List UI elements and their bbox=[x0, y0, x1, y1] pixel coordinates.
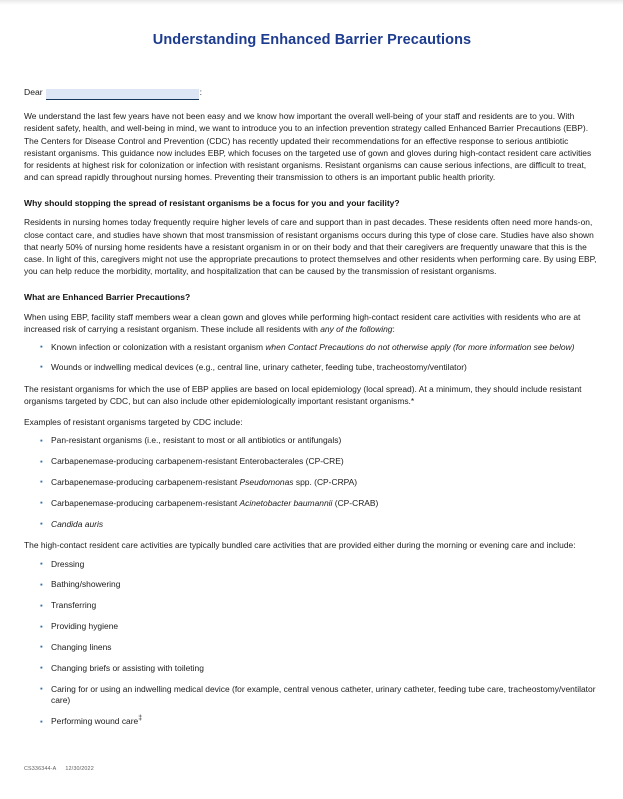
criteria-list bbox=[24, 342, 600, 374]
criteria-italic: when Contact Precautions do not otherwise apply (for more information see below) bbox=[265, 341, 575, 352]
salutation-label: Dear bbox=[24, 87, 43, 98]
list-item bbox=[40, 435, 600, 447]
section-what-text-plain: When using EBP, facility staff members wear a clean gown and gloves while performing high-contact resident care activities with residents who are at increased risk of carrying a resistant organism. These include all residents with bbox=[24, 311, 581, 334]
organisms-list bbox=[24, 435, 600, 530]
activity-text: Bathing/showering bbox=[51, 579, 121, 590]
list-item bbox=[40, 498, 600, 510]
organism-tail: (CP-CRAB) bbox=[332, 497, 379, 508]
document-date: 12/30/2022 bbox=[65, 766, 94, 772]
page-footer bbox=[24, 766, 94, 772]
section-why-paragraph: Residents in nursing homes today frequently require higher levels of care and support than in past decades. These residents often need more hands-on, close contact care, and studies have shown that most transmission of resistant organisms occurs during this type of close care. Studies have also shown that nearly 50% of nursing home residents have a resistant organism in or on their body and that their caregivers are frequently unaware that this is the case. In light of this, caregivers might not use the appropriate precautions to protect themselves and other residents when performing care. By using EBP, you can help reduce the morbidity, mortality, and hospitalization that can be caused by the transmission of resistant organisms. bbox=[24, 217, 597, 277]
list-item bbox=[40, 342, 600, 354]
recipient-name-field[interactable] bbox=[46, 89, 199, 100]
activity-text: Providing hygiene bbox=[51, 621, 119, 632]
list-item bbox=[40, 621, 600, 633]
section-what-text-italic: any of the following bbox=[320, 323, 393, 334]
list-item bbox=[40, 519, 600, 531]
criteria-plain: Wounds or indwelling medical devices (e.g., central line, urinary catheter, feeding tube, tracheostomy/ventilator) bbox=[51, 361, 467, 372]
list-item bbox=[40, 600, 600, 612]
list-item bbox=[40, 642, 600, 654]
salutation-line bbox=[24, 87, 600, 100]
organism-tail: spp. (CP-CRPA) bbox=[293, 476, 358, 487]
activity-text: Caring for or using an indwelling medical device (for example, central venous catheter, urinary catheter, feeding tube care, tracheostomy/ventilator care) bbox=[51, 683, 596, 706]
organism-plain: Carbapenemase-producing carbapenem-resistant bbox=[51, 476, 240, 487]
intro-paragraph: We understand the last few years have not been easy and we know how important the overall well-being of your staff and residents are to you. With resident safety, health, and well-being in mind, we want to introduce you to an infection prevention strategy called Enhanced Barrier Precautions (EBP). The Centers for Disease Control and Prevention (CDC) has recently updated their recommendations for an effective response to serious antibiotic resistant organisms. This guidance now includes EBP, which focuses on the targeted use of gown and gloves during high-contact resident care activities for residents at highest risk for colonization or infection with resistant organisms. Resistant organisms can cause serious infections, are difficult to treat, and can spread rapidly throughout nursing homes. Preventing their transmission to others is an important public health priority. bbox=[24, 111, 592, 183]
organism-italic: Pseudomonas bbox=[239, 476, 294, 487]
list-item bbox=[40, 559, 600, 571]
page-title: Understanding Enhanced Barrier Precautions bbox=[152, 32, 472, 48]
organism-italic: Candida auris bbox=[51, 518, 104, 529]
organism-plain: Pan-resistant organisms (i.e., resistant to most or all antibiotics or antifungals) bbox=[51, 435, 342, 446]
document-id: CS336344-A bbox=[24, 766, 57, 772]
activity-text: Performing wound care bbox=[51, 716, 139, 727]
organisms-paragraph: The resistant organisms for which the use of EBP applies are based on local epidemiology (local spread). At a minimum, they should include resistant organisms targeted by CDC, but can also include other epidemiologically important resistant organisms.* bbox=[24, 383, 582, 406]
activity-text: Transferring bbox=[51, 600, 97, 611]
criteria-plain: Known infection or colonization with a resistant organism bbox=[51, 341, 266, 352]
organism-italic: Acinetobacter baumannii bbox=[239, 497, 333, 508]
activity-text: Changing linens bbox=[51, 641, 112, 652]
organism-plain: Carbapenemase-producing carbapenem-resistant Enterobacterales (CP-CRE) bbox=[51, 456, 344, 467]
list-item bbox=[40, 362, 600, 374]
activities-list bbox=[24, 559, 600, 728]
activity-text: Dressing bbox=[51, 558, 85, 569]
section-heading-why: Why should stopping the spread of resistant organisms be a focus for you and your facility? bbox=[24, 198, 400, 209]
list-item bbox=[40, 716, 600, 728]
organisms-examples-lead: Examples of resistant organisms targeted by CDC include: bbox=[24, 417, 243, 428]
salutation-colon: : bbox=[199, 87, 203, 98]
activity-text: Changing briefs or assisting with toileting bbox=[51, 662, 204, 673]
organism-plain: Carbapenemase-producing carbapenem-resistant bbox=[51, 497, 240, 508]
list-item bbox=[40, 477, 600, 489]
list-item bbox=[40, 579, 600, 591]
section-heading-what: What are Enhanced Barrier Precautions? bbox=[24, 292, 191, 303]
section-what-text-end: : bbox=[392, 323, 395, 334]
activities-paragraph: The high-contact resident care activities are typically bundled care activities that are provided either during the morning or evening care and include: bbox=[24, 540, 576, 551]
activity-footnote-marker: ‡ bbox=[138, 715, 143, 723]
section-what-paragraph bbox=[24, 311, 600, 335]
list-item bbox=[40, 456, 600, 468]
list-item bbox=[40, 684, 600, 708]
list-item bbox=[40, 663, 600, 675]
